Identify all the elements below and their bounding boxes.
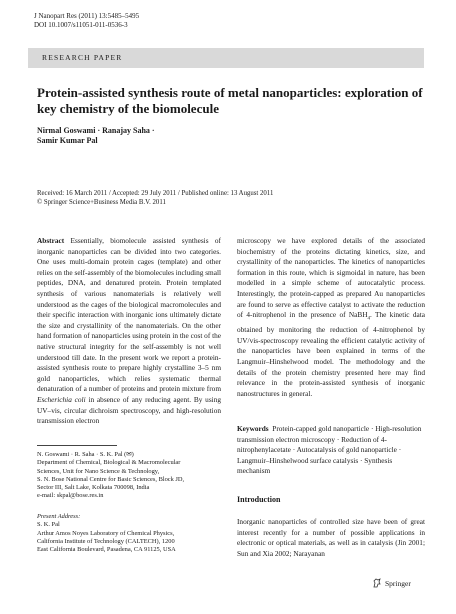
affiliation-line: Sciences, Unit for Nano Science & Technology, bbox=[37, 467, 160, 475]
footnote-divider bbox=[37, 445, 117, 446]
abstract-text-right-tail: . The kinetic data obtained by monitoring the reduction of 4-nitrophenol by UV/vis-spectroscopy revealing the efficient catalytic activity of the nanoparticles have been explained in terms of the Langmuir–Hinshelwood model. The methodology and the details of the protein chemistry presented here may find relevance in the protein-assisted synthesis of inorganic nanostructures in general. bbox=[237, 310, 425, 398]
citation-link[interactable]: Jin 2001 bbox=[397, 538, 423, 548]
organism-name: Escherichia coli bbox=[37, 394, 86, 404]
abstract-text-left: Essentially, biomolecule assisted synthesis of inorganic nanoparticles can be divided into two categories. One uses multi-domain protein cages (template) and other relies on the self-assembly of the biomolecules including small peptides, DNA, and denatured protein. Protein templated synthesis of various nanomaterials is relatively well understood as the cages of the biological macromolecules and their specific interaction with inorganic ions ultimately dictate the size and crystallinity of the nanomaterials. On the other hand formation of nanoparticles using protein in the cost of the native structural integrity for the self-assembly is not well understood till date. In the present work we report a protein-assisted synthesis route to prepare highly crystalline 3–5 nm gold nanoparticles, which relies systematic thermal denaturation of a number of proteins and protein mixture from bbox=[37, 236, 222, 394]
present-address-label: Present Address: bbox=[37, 513, 81, 520]
abstract-text-right: microscopy we have explored details of the associated biochemistry of the proteins dictating kinetics, size, and crystallinity of the nanoparticles. The kinetics of nanoparticles formation in this route, which is sigmoidal in nature, has been modelled in a simple scheme of autocatalytic process. Interestingly, the protein-capped as prepared Au nanoparticles are found to serve as effective catalyst to activate the reduction of 4-nitrophenol in the presence of NaBH bbox=[237, 236, 425, 320]
abstract-heading: Abstract bbox=[37, 236, 65, 245]
springer-horse-icon bbox=[372, 578, 382, 588]
author-list bbox=[37, 126, 337, 146]
introduction-text bbox=[237, 517, 425, 559]
abstract-left-column bbox=[37, 236, 221, 427]
keywords-text: Protein-capped gold nanoparticle · High-resolution transmission electron microscopy · Reduction of 4-nitrophenylacetate · Autocatalysis of gold nanoparticle · Langmuir–Hinshelwood surface catalysis · Synthesis mechanism bbox=[237, 424, 422, 476]
journal-header bbox=[34, 12, 139, 30]
present-address-line: East California Boulevard, Pasadena, CA 91125, USA bbox=[37, 546, 176, 554]
copyright-line: © Springer Science+Business Media B.V. 2011 bbox=[37, 198, 166, 206]
introduction-heading: Introduction bbox=[237, 495, 281, 504]
present-address-line: California Institute of Technology (CALTECH), 1200 bbox=[37, 537, 175, 545]
affiliation-block bbox=[37, 451, 227, 501]
article-type-banner: RESEARCH PAPER bbox=[28, 48, 424, 68]
abstract-right-column bbox=[237, 236, 425, 399]
affiliation-line: S. N. Bose National Centre for Basic Sciences, Block JD, bbox=[37, 475, 185, 483]
subscript-4: 4 bbox=[367, 316, 371, 322]
affiliation-names: N. Goswami · R. Saha · S. K. Pal (✉) bbox=[37, 451, 134, 458]
citation-tail: ; Narayanan bbox=[289, 548, 325, 558]
keywords-heading: Keywords bbox=[237, 424, 269, 433]
present-address-line: Arthur Amos Noyes Laboratory of Chemical Physics, bbox=[37, 529, 175, 537]
introduction-body: Inorganic nanoparticles of controlled size have been of great interest recently for a number of possible applications in electronic or optical materials, as well as in catalysis ( bbox=[237, 517, 425, 548]
keywords-block bbox=[237, 424, 425, 477]
present-address-block bbox=[37, 513, 227, 554]
citation-link[interactable]: Sun and Xia 2002 bbox=[237, 548, 290, 558]
doi[interactable]: DOI 10.1007/s11051-011-0536-3 bbox=[34, 21, 128, 29]
abstract-text-left-tail: in absence of any reducing agent. By using UV–vis, circular dichroism spectroscopy, and high-resolution transmission electron bbox=[37, 394, 221, 426]
present-address-name: S. K. Pal bbox=[37, 521, 60, 529]
article-title: Protein-assisted synthesis route of metal nanoparticles: exploration of key chemistry of the biomolecule bbox=[37, 85, 423, 116]
journal-citation: J Nanopart Res (2011) 13:5485–5495 bbox=[34, 12, 140, 20]
publication-dates bbox=[37, 190, 437, 207]
affiliation-line: Department of Chemical, Biological & Macromolecular bbox=[37, 459, 181, 467]
publisher-name: Springer bbox=[385, 578, 411, 588]
dates-line: Received: 16 March 2011 / Accepted: 29 July 2011 / Published online: 13 August 2011 bbox=[37, 190, 274, 197]
publisher-logo bbox=[372, 578, 411, 588]
affiliation-line: Sector III, Salt Lake, Kolkata 700098, India bbox=[37, 484, 150, 492]
author-line-1: Nirmal Goswami · Ranajay Saha · bbox=[37, 126, 155, 135]
citation-separator: ; bbox=[422, 538, 425, 548]
author-line-2: Samir Kumar Pal bbox=[37, 136, 98, 145]
email-link[interactable]: e-mail: skpal@bose.res.in bbox=[37, 492, 104, 500]
